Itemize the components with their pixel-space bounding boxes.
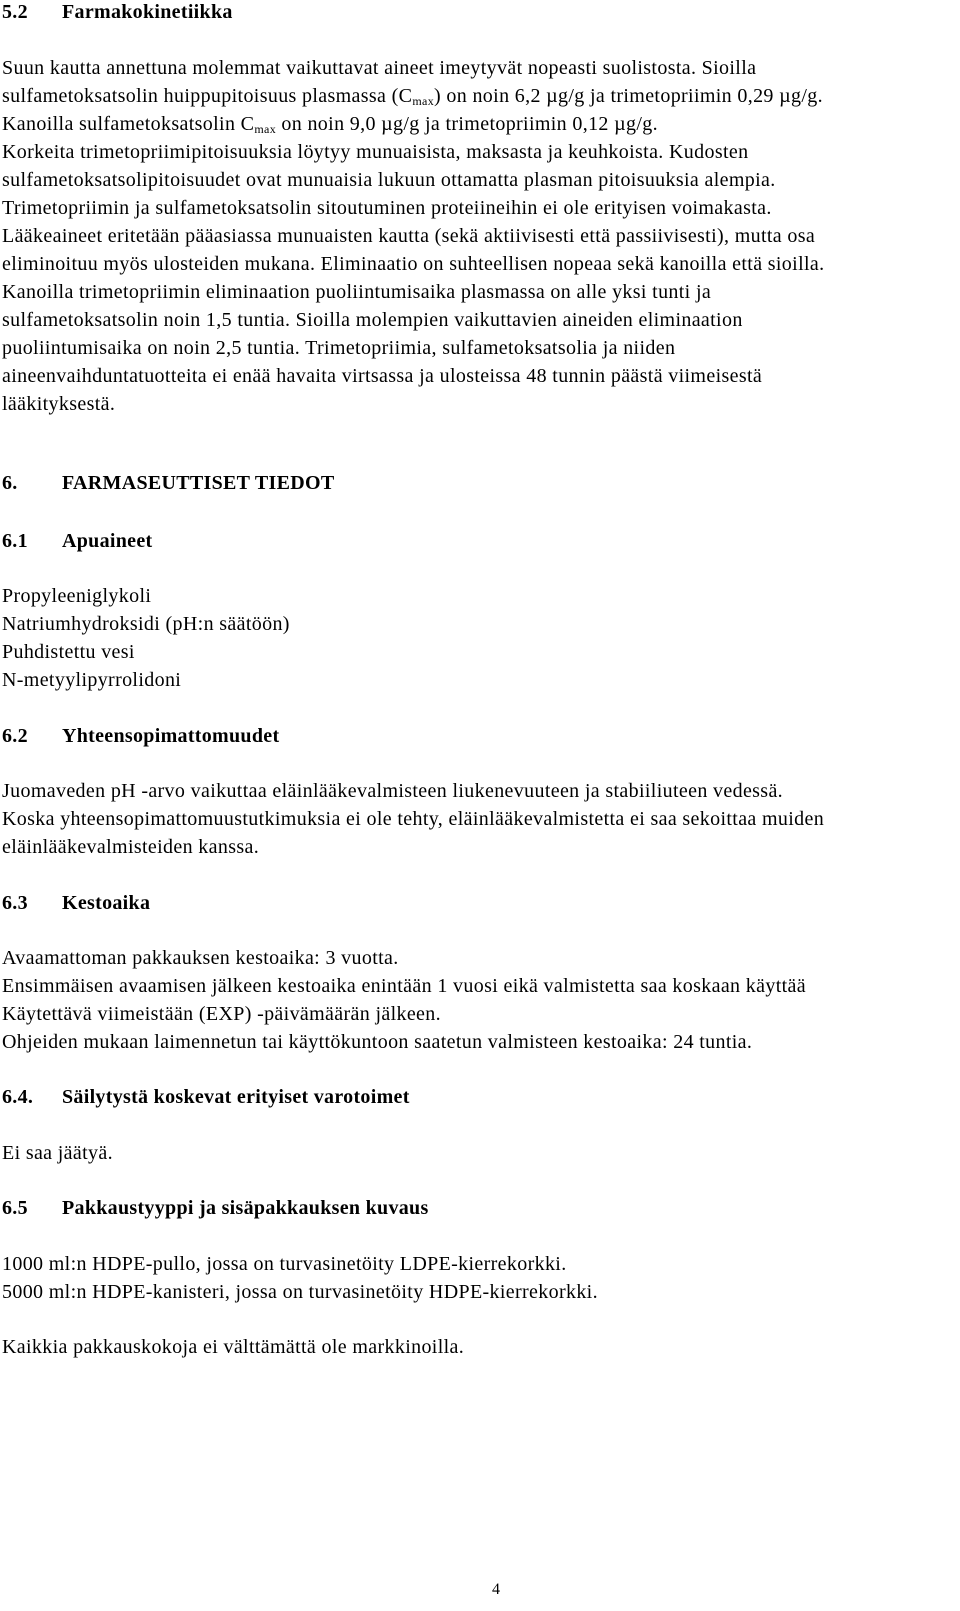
- section-number: 6.3: [2, 892, 28, 914]
- subscript: max: [254, 122, 277, 136]
- text-span: on noin 9,0 µg/g ja trimetopriimin 0,12 µg/g.: [276, 113, 658, 135]
- paragraph-line: Ei saa jäätyä.: [2, 1142, 113, 1164]
- paragraph-line: 1000 ml:n HDPE-pullo, jossa on turvasinetöity LDPE-kierrekorkki.: [2, 1253, 567, 1275]
- section-title: Apuaineet: [62, 530, 153, 552]
- section-number: 6.2: [2, 725, 28, 747]
- section-heading-6-3: [2, 891, 150, 915]
- text-span: sulfametoksatsolin huippupitoisuus plasmassa (C: [2, 85, 413, 107]
- section-heading-6-2: [2, 724, 279, 748]
- section-title: FARMASEUTTISET TIEDOT: [62, 472, 335, 494]
- paragraph-line: Koska yhteensopimattomuustutkimuksia ei ole tehty, eläinlääkevalmistetta ei saa sekoittaa muiden: [2, 808, 825, 830]
- paragraph-line: 5000 ml:n HDPE-kanisteri, jossa on turvasinetöity HDPE-kierrekorkki.: [2, 1281, 598, 1303]
- section-title: Pakkaustyyppi ja sisäpakkauksen kuvaus: [62, 1197, 429, 1219]
- section-number: 6.5: [2, 1197, 28, 1219]
- paragraph-line: Kaikkia pakkauskokoja ei välttämättä ole markkinoilla.: [2, 1336, 465, 1358]
- paragraph-line: Ohjeiden mukaan laimennetun tai käyttökuntoon saatetun valmisteen kestoaika: 24 tuntia.: [2, 1031, 753, 1053]
- section-heading-6: [2, 471, 335, 495]
- section-number: 6.: [2, 472, 18, 494]
- paragraph-line: Käytettävä viimeistään (EXP) -päivämäärän jälkeen.: [2, 1003, 441, 1025]
- section-title: Säilytystä koskevat erityiset varotoimet: [62, 1086, 410, 1108]
- paragraph-line: Lääkeaineet eritetään pääasiassa munuaisten kautta (sekä aktiivisesti että passiivisesti), mutta osa: [2, 225, 816, 247]
- paragraph-line: eläinlääkevalmisteiden kanssa.: [2, 836, 260, 858]
- subscript: max: [412, 94, 435, 108]
- section-number: 6.1: [2, 530, 28, 552]
- section-title: Farmakokinetiikka: [62, 1, 233, 23]
- paragraph-line: aineenvaihduntatuotteita ei enää havaita virtsassa ja ulosteissa 48 tunnin päästä viimeisestä: [2, 365, 763, 387]
- section-title: Kestoaika: [62, 892, 151, 914]
- list-item: Puhdistettu vesi: [2, 641, 135, 663]
- paragraph-line: [2, 84, 823, 108]
- section-number: 6.4.: [2, 1086, 34, 1108]
- paragraph-line: Juomaveden pH -arvo vaikuttaa eläinlääkevalmisteen liukenevuuteen ja stabiiliuteen vedessä.: [2, 780, 784, 802]
- paragraph-line: sulfametoksatsolipitoisuudet ovat munuaisia lukuun ottamatta plasman pitoisuuksia alempia.: [2, 169, 776, 191]
- section-heading-6-4: [2, 1085, 410, 1109]
- paragraph-line: Kanoilla trimetopriimin eliminaation puoliintumisaika plasmassa on alle yksi tunti ja: [2, 281, 712, 303]
- list-item: N-metyylipyrrolidoni: [2, 669, 182, 691]
- paragraph-line: Suun kautta annettuna molemmat vaikuttavat aineet imeytyvät nopeasti suolistosta. Sioilla: [2, 57, 757, 79]
- paragraph-line: Korkeita trimetopriimipitoisuuksia löytyy munuaisista, maksasta ja keuhkoista. Kudosten: [2, 141, 749, 163]
- paragraph-line: Ensimmäisen avaamisen jälkeen kestoaika enintään 1 vuosi eikä valmistetta saa koskaan käyttää: [2, 975, 806, 997]
- text-span: ) on noin 6,2 µg/g ja trimetopriimin 0,29 µg/g.: [434, 85, 823, 107]
- text-span: Kanoilla sulfametoksatsolin C: [2, 113, 255, 135]
- list-item: Natriumhydroksidi (pH:n säätöön): [2, 613, 290, 635]
- section-number: 5.2: [2, 1, 28, 23]
- paragraph-line: Trimetopriimin ja sulfametoksatsolin sitoutuminen proteiineihin ei ole erityisen voimakasta.: [2, 197, 772, 219]
- paragraph-line: lääkityksestä.: [2, 393, 116, 415]
- page-number: 4: [492, 1581, 500, 1598]
- section-title: Yhteensopimattomuudet: [62, 725, 280, 747]
- paragraph-line: [2, 112, 658, 136]
- paragraph-line: puoliintumisaika on noin 2,5 tuntia. Trimetopriimia, sulfametoksatsolia ja niiden: [2, 337, 676, 359]
- list-item: Propyleeniglykoli: [2, 585, 152, 607]
- section-heading-6-5: [2, 1196, 429, 1220]
- section-heading-5-2: [2, 0, 233, 24]
- section-heading-6-1: [2, 529, 152, 553]
- paragraph-line: Avaamattoman pakkauksen kestoaika: 3 vuotta.: [2, 947, 399, 969]
- paragraph-line: sulfametoksatsolin noin 1,5 tuntia. Sioilla molempien vaikuttavien aineiden eliminaation: [2, 309, 743, 331]
- paragraph-line: eliminoituu myös ulosteiden mukana. Eliminaatio on suhteellisen nopeaa sekä kanoilla että sioilla.: [2, 253, 825, 275]
